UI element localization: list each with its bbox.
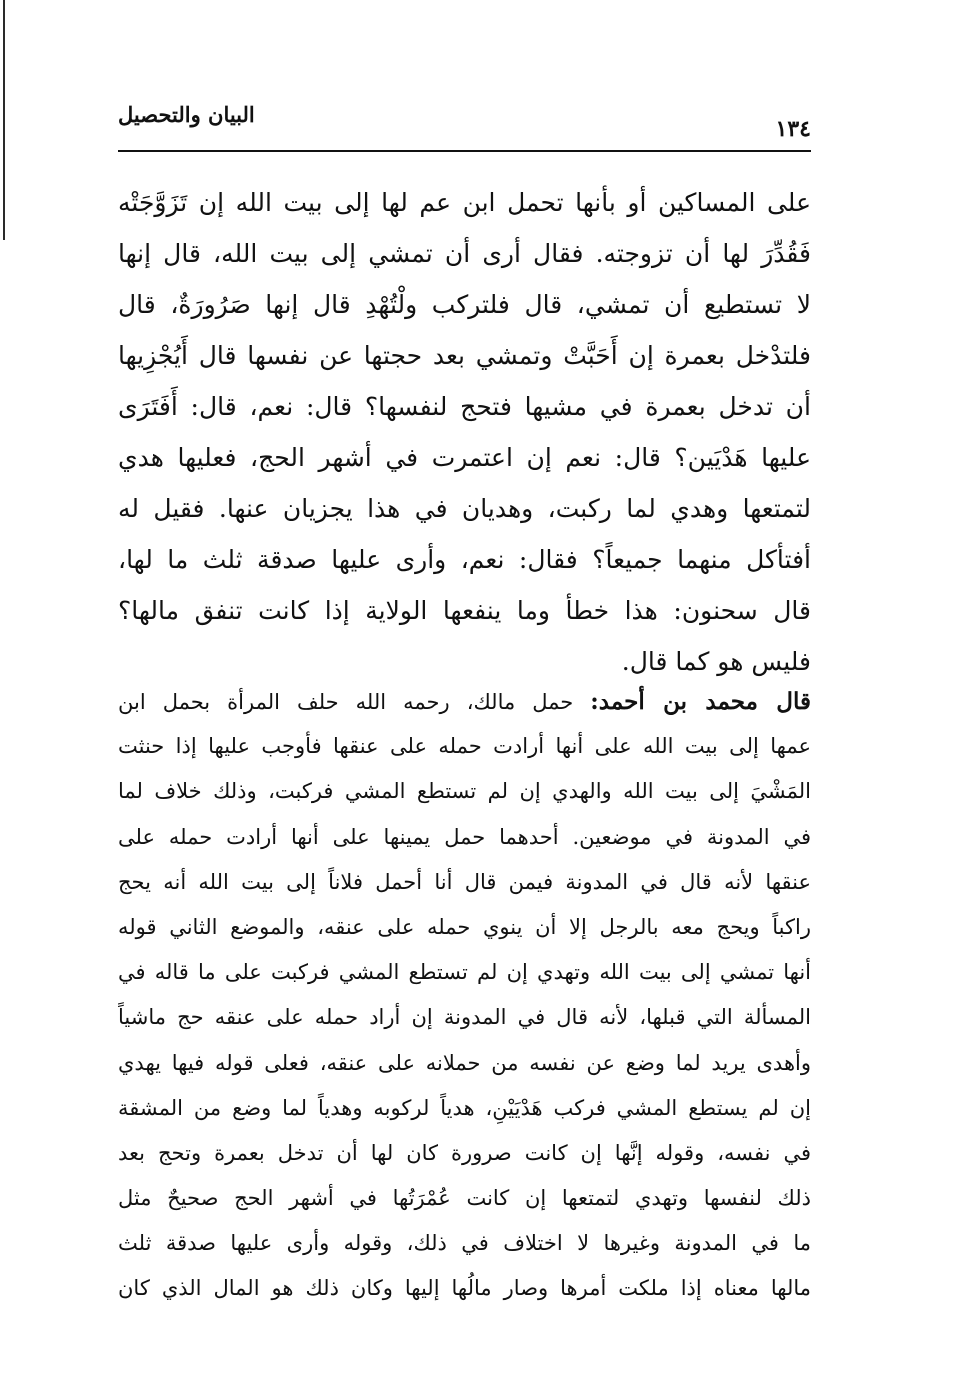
commentary-first-line-text: حمل مالك، رحمه الله حلف المرأة بحمل ابن (118, 690, 591, 714)
main-text-line: أفتأكل منهما جميعاً؟ فقال: نعم، وأرى عليها صدقة ثلث ما لها، (118, 545, 811, 574)
commentary-speaker: قال محمد بن أحمد: (590, 688, 811, 715)
commentary-line: عمها إلى بيت الله على أنها أرادت حمله على عنقها فأوجب عليها إذا حنثت (118, 734, 811, 759)
header-rule (118, 150, 811, 152)
main-text-line: فليس هو كما قال. (621, 647, 811, 676)
scan-gutter-line (3, 0, 5, 240)
commentary-line: عنقها لأنه قال في المدونة فيمن قال أنا أحمل فلاناً إلى بيت الله أنه يحج (118, 869, 811, 894)
main-text (118, 177, 811, 687)
main-text-line: لتمتعها وهدي لما ركبت، وهديان في هذا يجزيان عنها. فقيل له (118, 494, 811, 523)
commentary-first-line (118, 679, 811, 724)
commentary-line: مالها معناه إذا ملكت أمرها وصار مالُها إليها وكان ذلك هو المال الذي كان (118, 1276, 811, 1301)
commentary-line: أنها تمشي إلى بيت الله وتهدي إن لم تستطع المشي فركبت على ما قاله في (118, 960, 811, 985)
commentary-line: إن لم يستطع المشي فركب هَدْيَيْنِ، هدياً لركوبه وهدياً لما وضع من المشقة (118, 1095, 811, 1120)
commentary-line: راكباً ويحج معه بالرجل إلا أن ينوي حمله على عنقه، والموضع الثاني قوله (118, 914, 811, 939)
main-text-line: فَقُدِّرَ لها أن تزوجته. فقال أرى أن تمشي إلى بيت الله، قال إنها (118, 239, 811, 268)
commentary-line: المَشْيَ إلى بيت الله والهدي إن لم تستطع المشي فركبت، وذلك خلاف لما (118, 779, 811, 804)
main-text-line: على المساكين أو بأنها تحمل ابن عم لها إلى بيت الله إن تَزَوَّجَتْه (118, 188, 811, 217)
main-text-line: فلتدْخل بعمرة إن أَحَبَّتْ وتمشي بعد حجتها عن نفسها قال أَيُجْزِيها (118, 341, 811, 370)
commentary-line: ذلك لنفسها وتهدي لتمتعها إن كانت عُمْرَتُها في أشهر الحج صحيحٌ مثل (118, 1186, 811, 1211)
commentary-line: ما في المدونة وغيرها لا اختلاف في ذلك، وقوله وأرى عليها صدقة ثلث (118, 1231, 811, 1256)
commentary-line: في نفسه، وقوله إنَّها إن كانت صرورة كان لها أن تدخل بعمرة وتحج بعد (118, 1140, 811, 1165)
main-text-line: عليها هَدْيَين؟ قال: نعم إن اعتمرت في أشهر الحج، فعليها هدي (118, 443, 811, 472)
main-text-line: قال سحنون: هذا خطأ وما ينفعها الولاية إذا كانت تنفق مالها؟ (118, 596, 811, 625)
page-number: ١٣٤ (775, 116, 811, 142)
commentary-line: وأهدى يريد لما وضع عن نفسه من حملانه على عنقه، فعلى قوله فيها يهدي (118, 1050, 811, 1075)
page-header (118, 102, 811, 156)
running-title: البيان والتحصيل (118, 102, 255, 127)
main-text-line: لا تستطيع أن تمشي، قال فلتركب ولْتُهْدِ قال إنها صَرُورَةٌ، قال (118, 290, 811, 319)
commentary-text (118, 679, 811, 1312)
commentary-line: المسألة التي قبلها، لأنه قال في المدونة إن أراد حمله على عنقه حج ماشياً (118, 1005, 811, 1030)
commentary-line: في المدونة في موضعين. أحدهما حمل يمينها على أنها أرادت حمله على (118, 824, 811, 849)
main-text-line: أن تدخل بعمرة في مشيها فتحج لنفسها؟ قال: نعم، قال: أَفَتَرَى (118, 392, 811, 421)
